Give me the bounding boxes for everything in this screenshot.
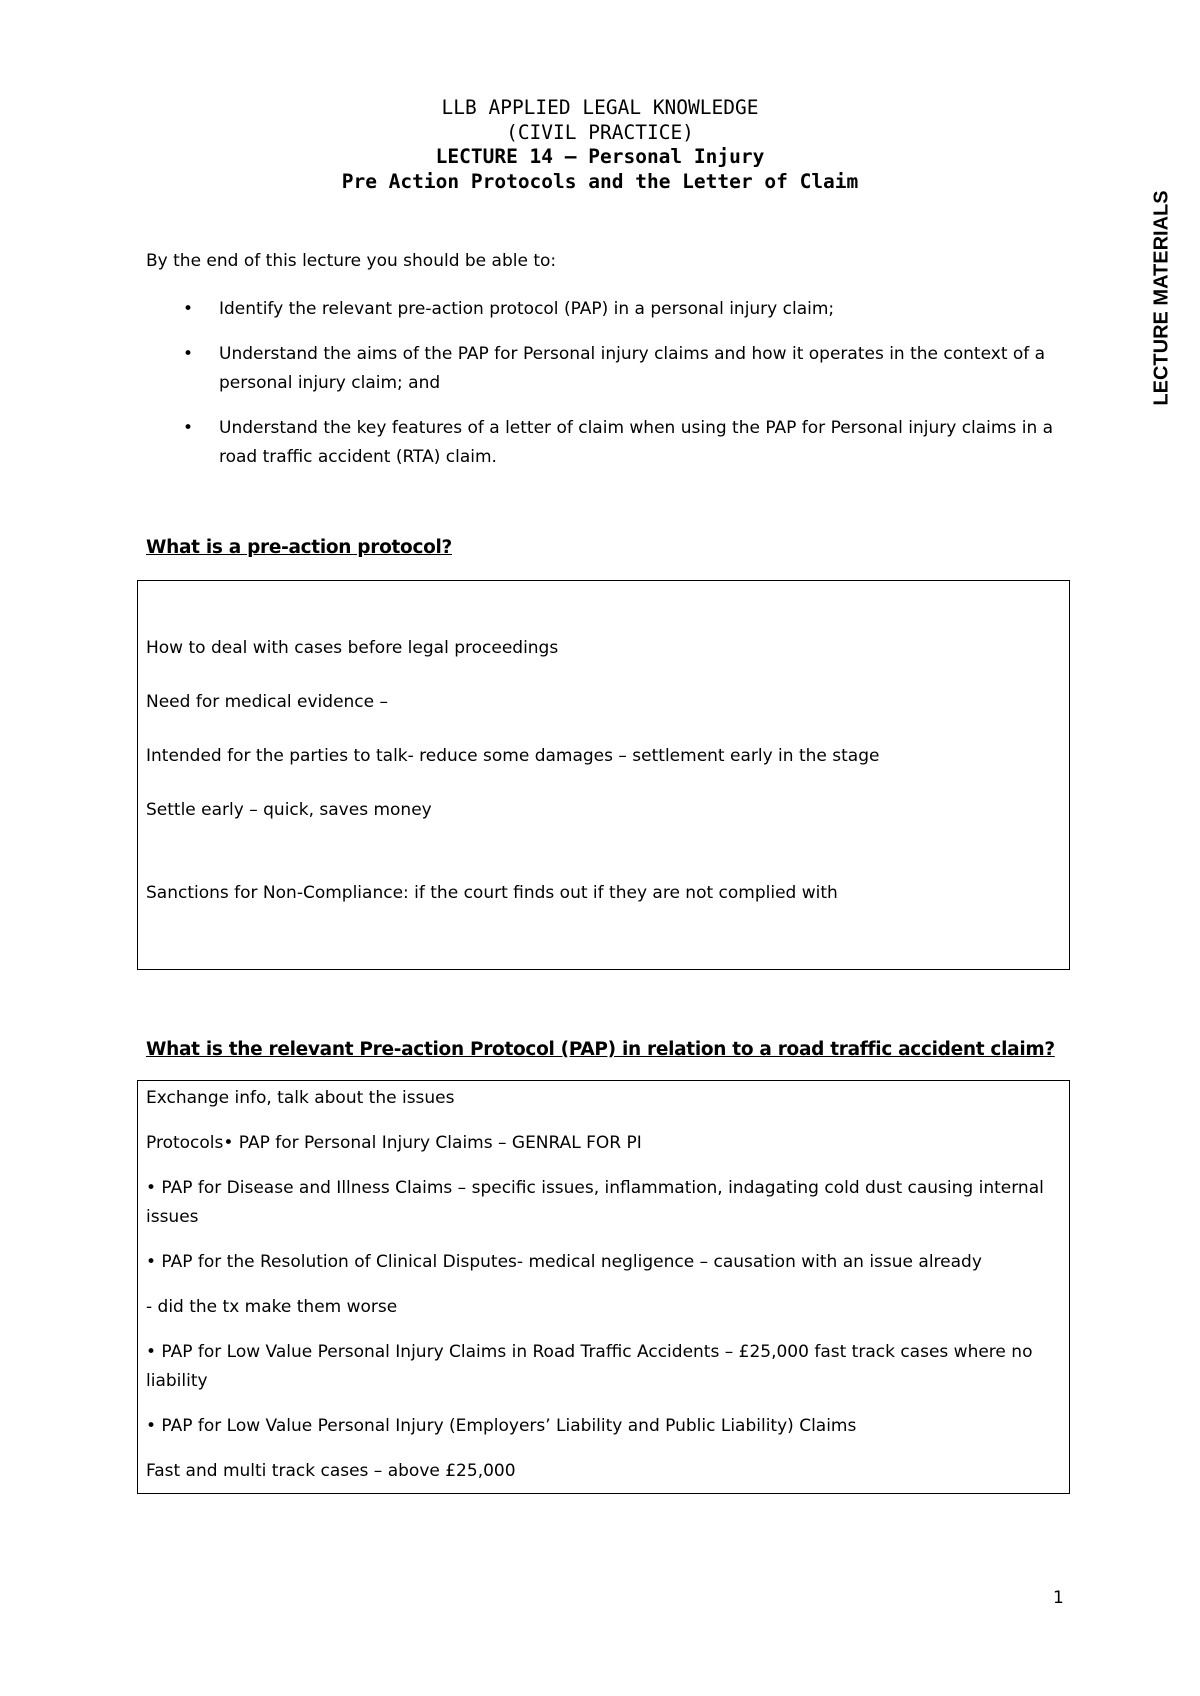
section2-notes-box bbox=[137, 1080, 1070, 1494]
course-title: LLB APPLIED LEGAL KNOWLEDGE bbox=[441, 96, 759, 119]
objective-text: Identify the relevant pre-action protocol (PAP) in a personal injury claim; bbox=[219, 299, 835, 319]
list-item bbox=[146, 414, 1066, 472]
note-line: Exchange info, talk about the issues bbox=[146, 1088, 455, 1108]
bullet-icon: • bbox=[183, 418, 194, 438]
section1-notes-box bbox=[137, 580, 1070, 970]
learning-outcomes-list bbox=[146, 295, 1066, 488]
note-line: • PAP for the Resolution of Clinical Disputes- medical negligence – causation with an issue already bbox=[146, 1252, 982, 1272]
list-item bbox=[146, 295, 1066, 324]
objective-text: Understand the key features of a letter of claim when using the PAP for Personal injury claims in a road traffic accident (RTA) claim. bbox=[219, 418, 1054, 467]
bullet-icon: • bbox=[183, 344, 194, 364]
learning-outcomes-intro: By the end of this lecture you should be able to: bbox=[146, 251, 557, 271]
note-line: Need for medical evidence – bbox=[146, 692, 389, 712]
side-label: LECTURE MATERIALS bbox=[1150, 190, 1173, 406]
note-line: Sanctions for Non-Compliance: if the court finds out if they are not complied with bbox=[146, 883, 838, 903]
note-line: How to deal with cases before legal proceedings bbox=[146, 638, 559, 658]
note-line: • PAP for Low Value Personal Injury (Employers’ Liability and Public Liability) Claims bbox=[146, 1416, 857, 1436]
note-line: Intended for the parties to talk- reduce some damages – settlement early in the stage bbox=[146, 746, 880, 766]
section2-heading: What is the relevant Pre-action Protocol (PAP) in relation to a road traffic accident claim? bbox=[146, 1039, 1055, 1060]
lecture-subtitle: Pre Action Protocols and the Letter of Claim bbox=[341, 169, 859, 193]
note-line: Protocols• PAP for Personal Injury Claims – GENRAL FOR PI bbox=[146, 1133, 642, 1153]
lecture-title: LECTURE 14 – Personal Injury bbox=[435, 145, 765, 168]
note-line: - did the tx make them worse bbox=[146, 1297, 398, 1317]
page-number: 1 bbox=[1053, 1588, 1064, 1608]
course-subtitle: (CIVIL PRACTICE) bbox=[506, 120, 694, 144]
note-line: • PAP for Disease and Illness Claims – specific issues, inflammation, indagating cold dust causing internal issues bbox=[146, 1178, 1044, 1227]
bullet-icon: • bbox=[183, 299, 194, 319]
document-header bbox=[0, 96, 1200, 194]
objective-text: Understand the aims of the PAP for Personal injury claims and how it operates in the context of a personal injury claim; and bbox=[219, 344, 1046, 393]
note-line: Settle early – quick, saves money bbox=[146, 800, 432, 820]
note-line: Fast and multi track cases – above £25,000 bbox=[146, 1461, 516, 1481]
note-line: • PAP for Low Value Personal Injury Claims in Road Traffic Accidents – £25,000 fast track cases where no liability bbox=[146, 1342, 1033, 1391]
section1-heading: What is a pre-action protocol? bbox=[146, 537, 452, 558]
list-item bbox=[146, 340, 1066, 398]
